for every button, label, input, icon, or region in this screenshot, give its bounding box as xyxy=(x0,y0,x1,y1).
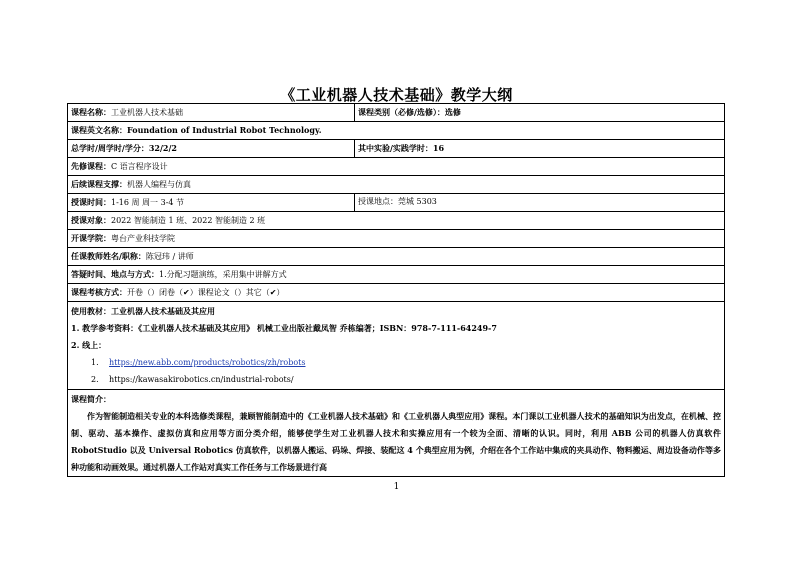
teacher-value: 陈冠玮 / 讲师 xyxy=(145,252,194,261)
course-name-value: 工业机器人技术基础 xyxy=(111,108,183,117)
lab-hours-label: 其中实验/实践学时： xyxy=(358,143,433,153)
intro-label: 课程简介： xyxy=(71,394,111,404)
audience-label: 授课对象： xyxy=(71,215,111,225)
list-item xyxy=(71,354,721,371)
course-name-label: 课程名称： xyxy=(71,107,111,117)
time-value: 1-16 周 周一 3-4 节 xyxy=(111,198,185,207)
list-item xyxy=(71,371,721,388)
table-row xyxy=(68,229,724,247)
qa-cell xyxy=(68,266,724,283)
reference-value: 《工业机器人技术基础及其应用》 机械工业出版社戴凤智 乔栋编著；ISBN：978-7-111-64249-7 xyxy=(138,323,497,333)
table-row xyxy=(68,175,724,193)
qa-value: 1.分配习题演练，采用集中讲解方式 xyxy=(159,270,287,279)
course-type-cell xyxy=(355,104,724,121)
follow-label: 后续课程支撑： xyxy=(71,179,127,189)
english-name-cell xyxy=(68,122,724,139)
materials-cell xyxy=(68,301,724,389)
prereq-value: C 语言程序设计 xyxy=(111,162,168,171)
table-row xyxy=(68,121,724,139)
link-number: 1. xyxy=(91,358,99,367)
english-name-label: 课程英文名称： xyxy=(71,125,127,135)
abb-robots-link[interactable]: https://new.abb.com/products/robotics/zh/robots xyxy=(109,358,306,367)
course-type-label: 课程类别（必修/选修）： xyxy=(358,107,445,117)
hours-label: 总学时/周学时/学分： xyxy=(71,143,149,153)
hours-value: 32/2/2 xyxy=(148,143,177,153)
reference-line xyxy=(71,320,721,337)
location-value: 莞城 5303 xyxy=(398,197,437,206)
audience-value: 2022 智能制造 1 班、2022 智能制造 2 班 xyxy=(111,216,266,225)
lab-hours-value: 16 xyxy=(432,143,445,153)
course-type-value: 选修 xyxy=(444,107,461,117)
time-cell xyxy=(68,194,355,211)
college-cell xyxy=(68,230,724,247)
follow-value: 机器人编程与仿真 xyxy=(127,180,191,189)
table-row xyxy=(68,211,724,229)
online-line xyxy=(71,337,721,354)
table-row xyxy=(68,139,724,157)
prereq-label: 先修课程： xyxy=(71,161,111,171)
syllabus-table xyxy=(67,103,725,477)
location-label: 授课地点： xyxy=(358,197,398,206)
online-label: 2. 线上： xyxy=(71,340,107,350)
link-number: 2. xyxy=(91,375,99,384)
prereq-cell xyxy=(68,158,724,175)
english-name-value: Foundation of Industrial Robot Technology. xyxy=(127,125,322,135)
table-row xyxy=(68,104,724,121)
page-number: 1 xyxy=(393,482,400,492)
textbook-line xyxy=(71,303,721,320)
location-cell xyxy=(355,194,724,211)
time-label: 授课时间： xyxy=(71,197,111,207)
intro-cell xyxy=(68,389,724,476)
kawasaki-robots-link: https://kawasakirobotics.cn/industrial-robots/ xyxy=(109,375,294,384)
exam-value: 开卷（）闭卷（✔）课程论文（）其它（✔） xyxy=(127,288,285,297)
course-name-cell xyxy=(68,104,355,121)
reference-label: 1. 教学参考资料： xyxy=(71,323,139,333)
table-row xyxy=(68,193,724,211)
college-label: 开课学院： xyxy=(71,233,111,243)
table-row xyxy=(68,247,724,265)
textbook-value: 工业机器人技术基础及其应用 xyxy=(111,306,215,316)
exam-cell xyxy=(68,284,724,301)
table-row xyxy=(68,157,724,175)
textbook-label: 使用教材： xyxy=(71,306,111,316)
teacher-cell xyxy=(68,248,724,265)
page-title: 《工业机器人技术基础》教学大纲 xyxy=(280,86,513,104)
teacher-label: 任课教师姓名/职称： xyxy=(71,251,146,261)
table-row xyxy=(68,265,724,283)
exam-label: 课程考核方式： xyxy=(71,287,127,297)
follow-cell xyxy=(68,176,724,193)
intro-body xyxy=(71,408,721,476)
intro-text: 作为智能制造相关专业的本科选修类课程，兼顾智能制造中的《工业机器人技术基础》和《工业机器人典型应用》课程。本门课以工业机器人技术的基础知识为出发点，在机械、控制、驱动、基本操作、虚拟仿真和应用等方面分类介绍，能够使学生对工业机器人技术和实操应用有一个较为全面、清晰的认识。同时，利用 ABB 公司的机器人仿真软件 RobotStudio 以及 Universal Robotics 仿真软件，以机器人搬运、码垛、焊接、装配这 4 个典型应用为例，介绍在各个工作站中集成的夹具动作、物料搬运、周边设备动作等多种功能和动画效果。通过机器人工作站对真实工作任务与工作场景进行高 xyxy=(71,411,721,472)
qa-label: 答疑时间、地点与方式： xyxy=(71,269,159,279)
table-row xyxy=(68,283,724,301)
lab-hours-cell xyxy=(355,140,724,157)
audience-cell xyxy=(68,212,724,229)
hours-cell xyxy=(68,140,355,157)
college-value: 粤台产业科技学院 xyxy=(111,234,175,243)
